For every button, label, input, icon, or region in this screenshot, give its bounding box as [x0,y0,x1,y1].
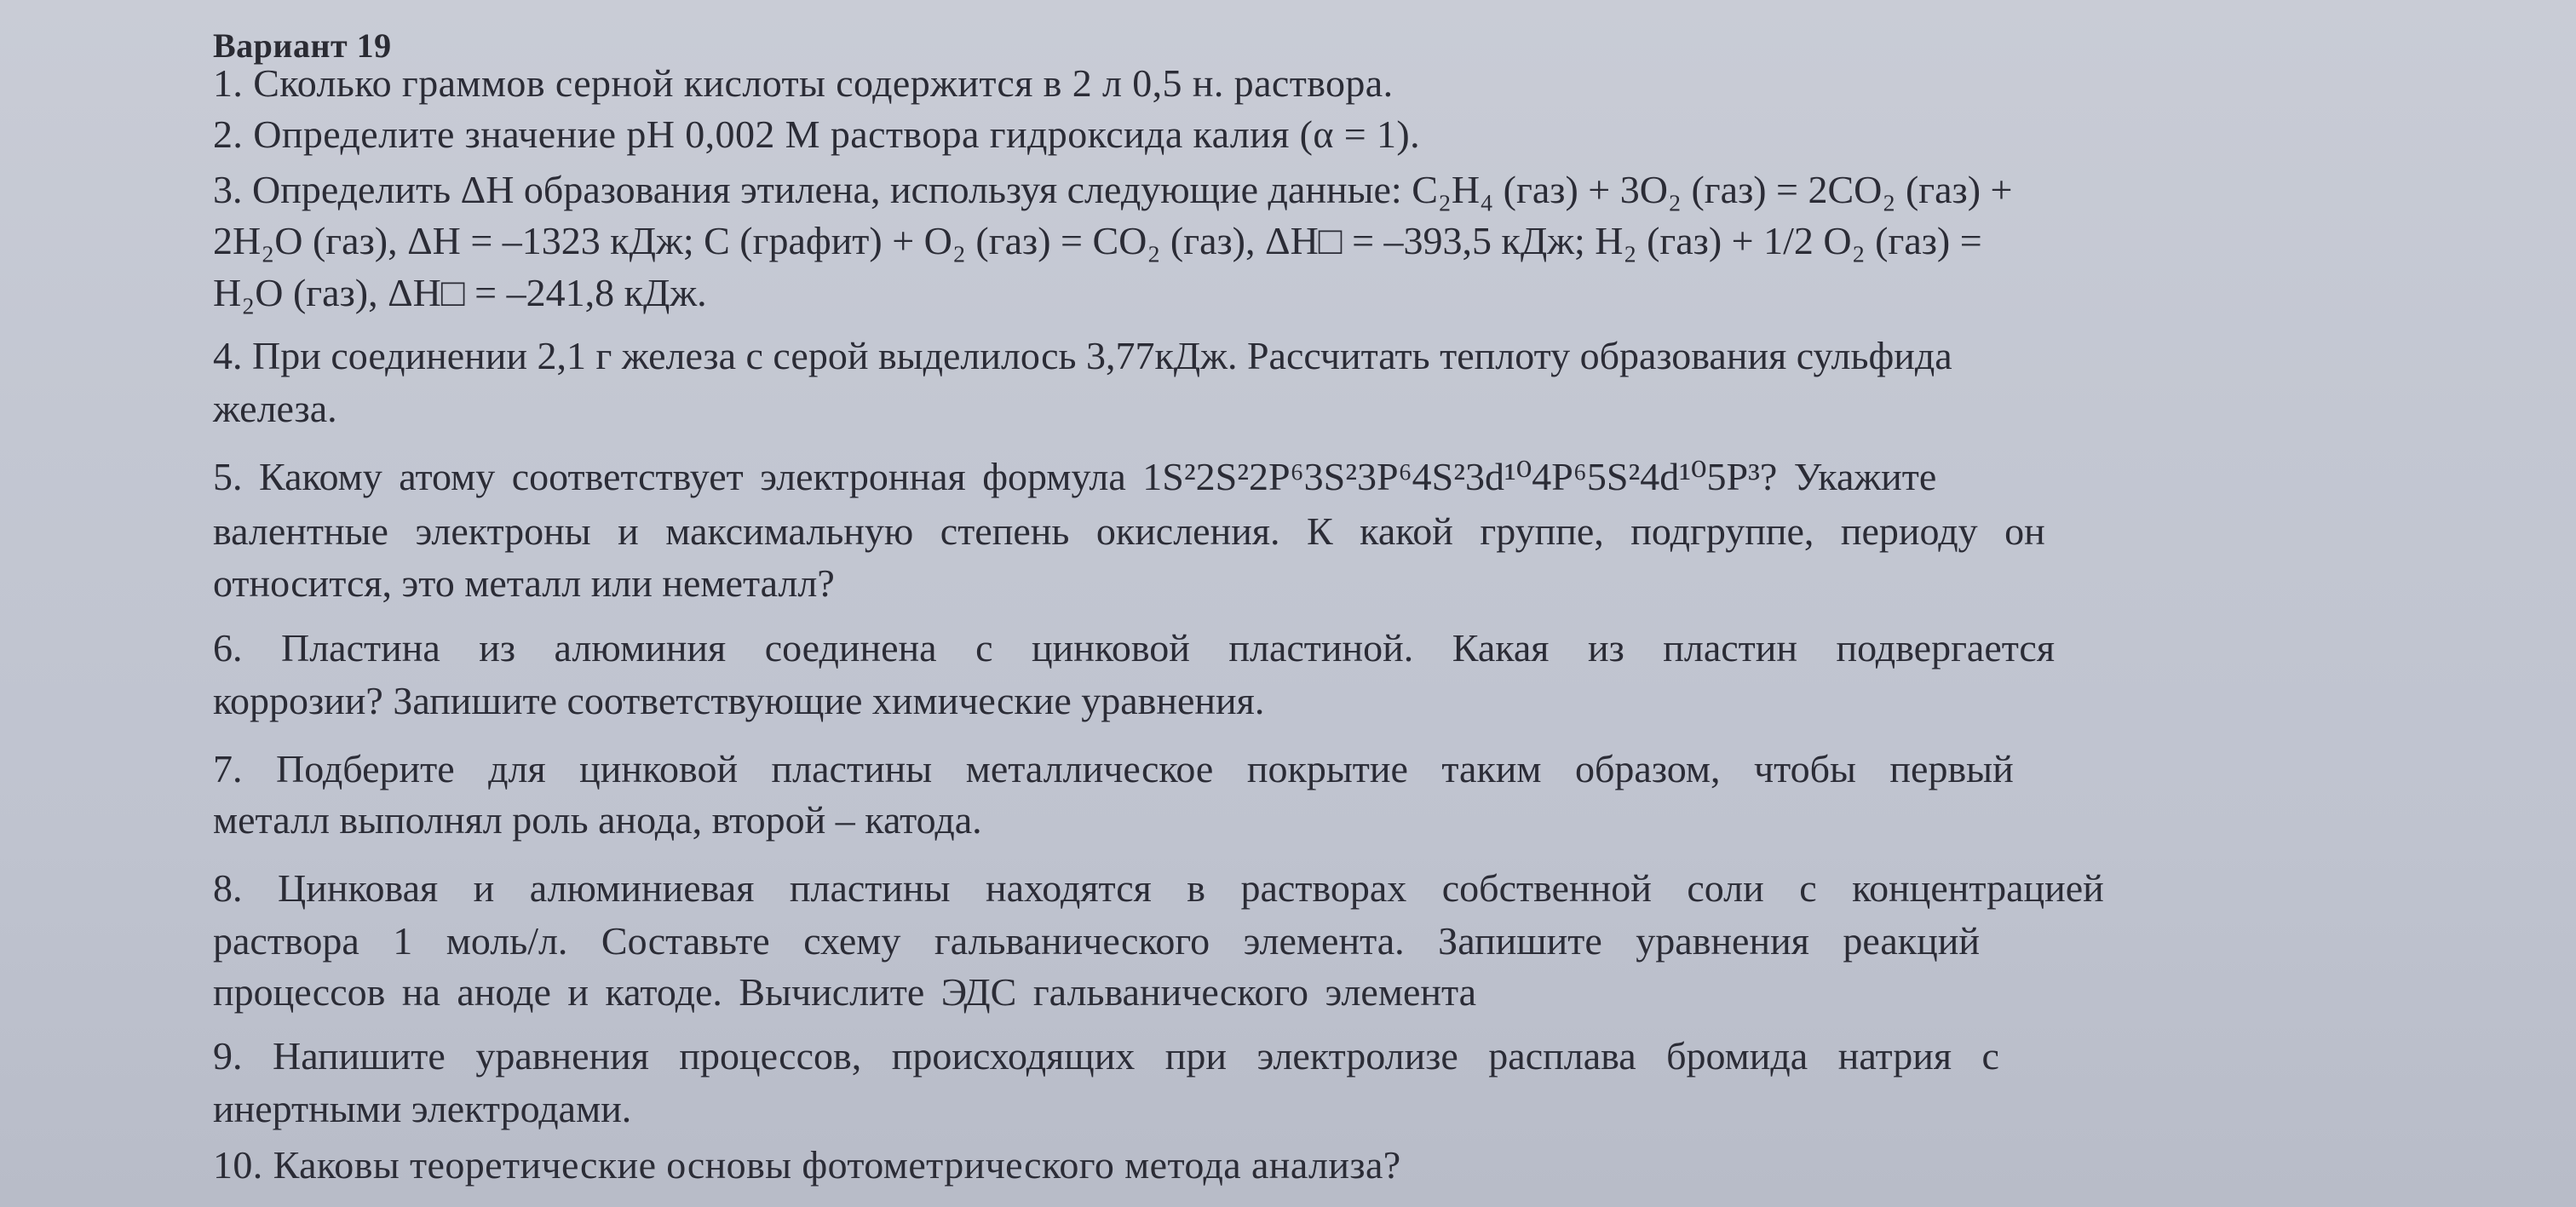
task-6-line-1: 6. Пластина из алюминия соединена с цинковой пластиной. Какая из пластин подвергается [213,626,2056,670]
task-10: 10. Каковы теоретические основы фотометрического метода анализа? [213,1143,1401,1187]
task-5-line-2: валентные электроны и максимальную степень окисления. К какой группе, подгруппе, периоду он [213,509,2045,553]
task-4-line-2: железа. [213,387,337,430]
task-3-line-3: H₂O (газ), ΔH□ = –241,8 кДж. [213,271,707,314]
task-4-line-1: 4. При соединении 2,1 г железа с серой выделилось 3,77кДж. Рассчитать теплоту образования сульфида [213,334,1952,377]
task-6-line-2: коррозии? Запишите соответствующие химические уравнения. [213,679,1265,722]
task-8-line-3: процессов на аноде и катоде. Вычислите ЭДС гальванического элемента [213,970,1477,1014]
task-2: 2. Определите значение рН 0,002 М раствора гидроксида калия (α = 1). [213,112,1421,156]
task-5-line-1: 5. Какому атому соответствует электронная формула 1S²2S²2P⁶3S²3P⁶4S²3d¹⁰4P⁶5S²4d¹⁰5P³? Укажите [213,455,1937,498]
task-8-line-2: раствора 1 моль/л. Составьте схему гальванического элемента. Запишите уравнения реакций [213,919,1980,963]
task-9-line-1: 9. Напишите уравнения процессов, происходящих при электролизе расплава бромида натрия с [213,1034,1999,1078]
task-9-line-2: инертными электродами. [213,1087,632,1130]
task-8-line-1: 8. Цинковая и алюминиевая пластины находятся в растворах собственной соли с концентрацией [213,866,2104,910]
task-3-line-2: 2H₂O (газ), ΔH = –1323 кДж; С (графит) + O₂ (газ) = CO₂ (газ), ΔH□ = –393,5 кДж; H₂ (газ) + 1/2 O₂ (газ) = [213,219,1982,262]
task-5-line-3: относится, это металл или неметалл? [213,561,835,605]
task-1: 1. Сколько граммов серной кислоты содержится в 2 л 0,5 н. раствора. [213,61,1394,105]
task-7-line-2: металл выполнял роль анода, второй – катода. [213,798,982,842]
task-3-line-1: 3. Определить ΔH образования этилена, используя следующие данные: C₂H₄ (газ) + 3O₂ (газ) = 2CO₂ (газ) + [213,168,2013,211]
variant-title: Вариант 19 [213,26,392,65]
task-7-line-1: 7. Подберите для цинковой пластины металлическое покрытие таким образом, чтобы первый [213,747,2014,790]
task-sheet [204,15,2385,1199]
